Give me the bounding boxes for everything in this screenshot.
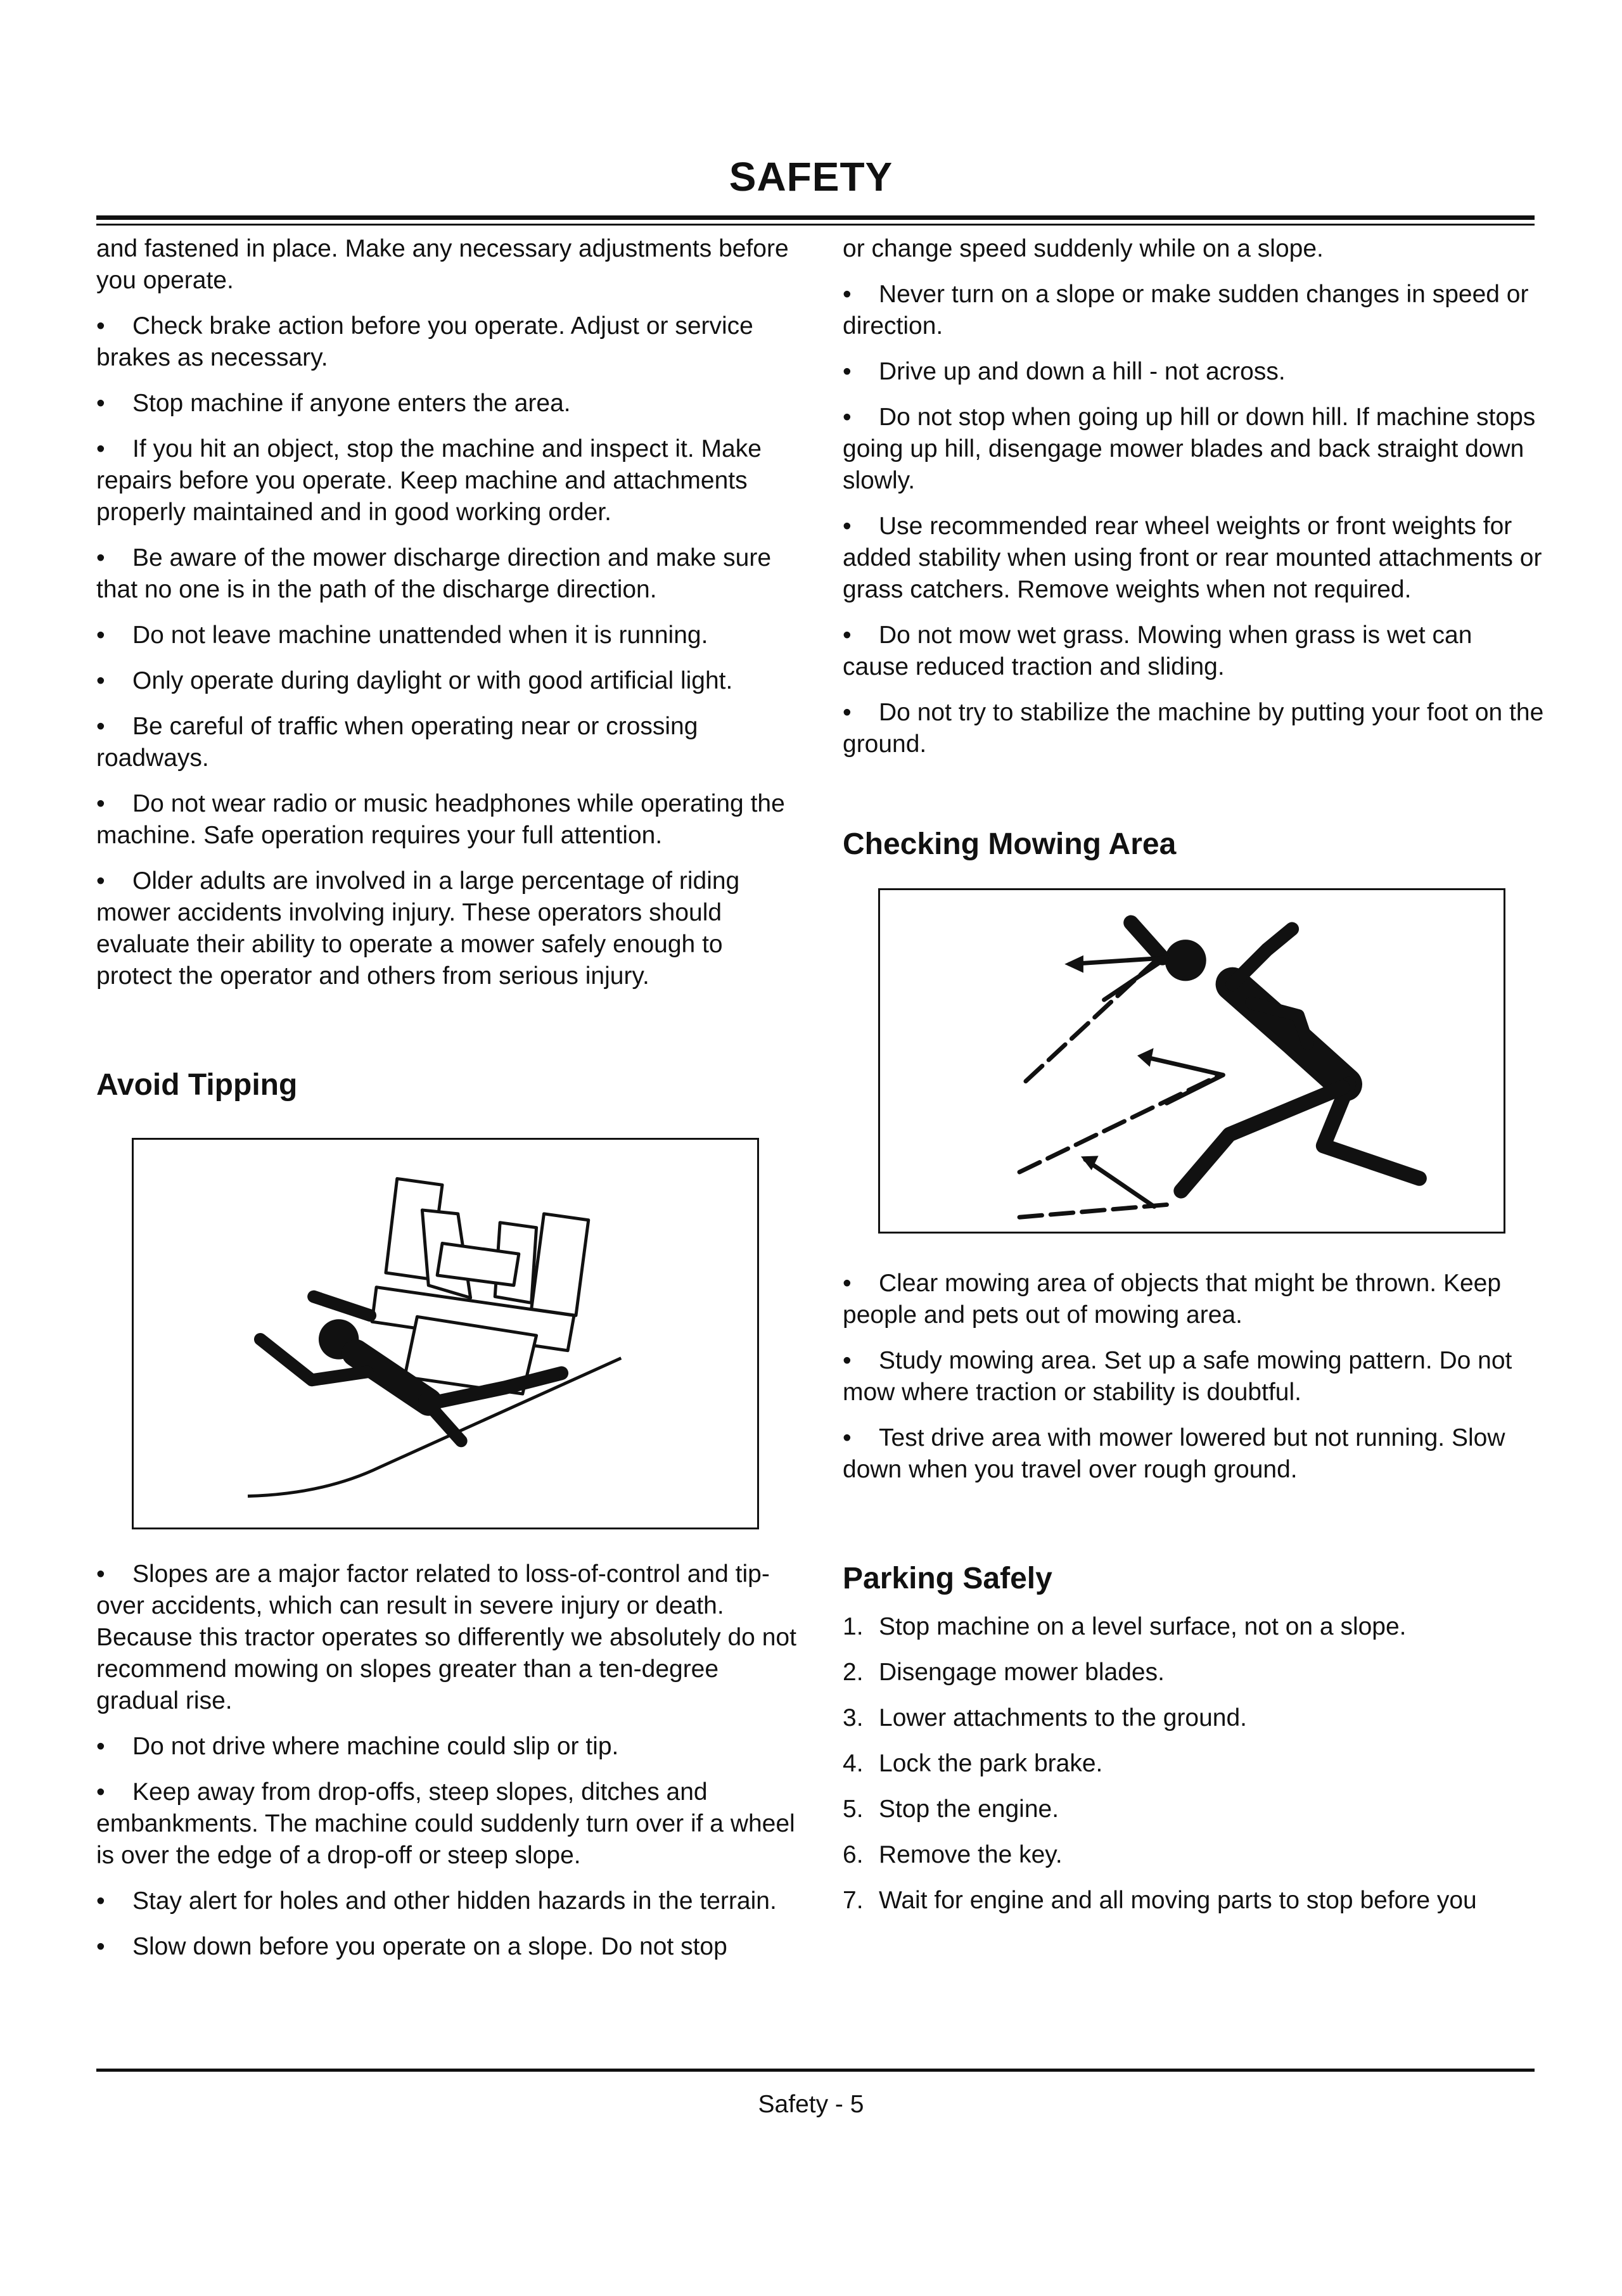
header-rule-thick [96,215,1535,220]
right-column [843,233,1545,1930]
list-item [843,1794,1545,1825]
list-item [843,1748,1545,1780]
bullet-item: • Use recommended rear wheel weights or front weights for added stability when using front or rear mounted attachments or grass catchers. Remove weights when not required. [843,511,1545,606]
bullet-item: • Slopes are a major factor related to loss-of-control and tip-over accidents, which can result in severe injury or death. Because this tractor operates so differently we absolutely do not recommend mowing on slopes greater than a ten-degree gradual rise. [96,1559,798,1717]
step-number: 1. [843,1613,864,1640]
section-heading-avoid-tipping: Avoid Tipping [96,1068,298,1102]
step-text: Disengage mower blades. [879,1659,1165,1686]
bullet-item: • Drive up and down a hill - not across. [843,356,1545,388]
header-rule-thin [96,224,1535,226]
tipping-illustration [132,1138,759,1529]
tipover-icon [134,1140,757,1527]
section-heading-checking-mowing-area: Checking Mowing Area [843,827,1177,861]
footer-rule [96,2069,1535,2072]
bullet-item: • Do not leave machine unattended when it is running. [96,620,798,651]
bullet-item: • Do not stop when going up hill or down hill. If machine stops going up hill, disengage mower blades and back straight down slowly. [843,402,1545,497]
bullet-item: • Do not try to stabilize the machine by putting your foot on the ground. [843,697,1545,760]
step-number: 6. [843,1841,864,1868]
step-text: Remove the key. [879,1841,1063,1868]
bullet-item: • Study mowing area. Set up a safe mowing pattern. Do not mow where traction or stability is doubtful. [843,1345,1545,1408]
bullet-item: • Do not drive where machine could slip or tip. [96,1731,798,1763]
step-number: 7. [843,1887,864,1914]
step-number: 2. [843,1659,864,1686]
bullet-item: • Test drive area with mower lowered but not running. Slow down when you travel over rough ground. [843,1422,1545,1486]
bullet-item: • Be careful of traffic when operating near or crossing roadways. [96,711,798,774]
bullet-item: • Slow down before you operate on a slope. Do not stop [96,1931,798,1963]
bullet-item: • Keep away from drop-offs, steep slopes, ditches and embankments. The machine could suddenly turn over if a wheel is over the edge of a drop-off or steep slope. [96,1776,798,1872]
bullet-item: • Be aware of the mower discharge direction and make sure that no one is in the path of the discharge direction. [96,542,798,606]
bullet-item: • Clear mowing area of objects that might be thrown. Keep people and pets out of mowing area. [843,1268,1545,1331]
paragraph: or change speed suddenly while on a slope. [843,235,1324,262]
thrown-objects-illustration [878,888,1505,1234]
bullet-item: • Only operate during daylight or with good artificial light. [96,665,798,697]
list-item [843,1611,1545,1643]
step-text: Lower attachments to the ground. [879,1704,1248,1732]
step-number: 3. [843,1704,864,1732]
step-number: 5. [843,1795,864,1823]
list-item [843,1657,1545,1688]
step-text: Lock the park brake. [879,1750,1103,1777]
thrown-object-hazard-icon [880,890,1504,1232]
bullet-item: • Do not wear radio or music headphones while operating the machine. Safe operation requires your full attention. [96,788,798,851]
section-heading-parking-safely: Parking Safely [843,1562,1052,1595]
bullet-item: • Check brake action before you operate. Adjust or service brakes as necessary. [96,310,798,374]
step-number: 4. [843,1750,864,1777]
bullet-item: • If you hit an object, stop the machine and inspect it. Make repairs before you operate. Keep machine and attachments properly maintained and in good working order. [96,433,798,528]
bullet-item: • Older adults are involved in a large percentage of riding mower accidents involving injury. These operators should evaluate their ability to operate a mower safely enough to protect the operator and others from serious injury. [96,865,798,992]
paragraph: and fastened in place. Make any necessary adjustments before you operate. [96,235,789,294]
step-text: Stop the engine. [879,1795,1059,1823]
bullet-item: • Never turn on a slope or make sudden changes in speed or direction. [843,279,1545,342]
list-item [843,1885,1545,1917]
step-text: Wait for engine and all moving parts to stop before you [879,1887,1477,1914]
list-item [843,1702,1545,1734]
list-item [843,1839,1545,1871]
left-column [96,233,798,1977]
bullet-item: • Do not mow wet grass. Mowing when grass is wet can cause reduced traction and sliding. [843,620,1545,683]
bullet-item: • Stay alert for holes and other hidden hazards in the terrain. [96,1885,798,1917]
bullet-item: • Stop machine if anyone enters the area. [96,388,798,419]
step-text: Stop machine on a level surface, not on a slope. [879,1613,1407,1640]
page-number: Safety - 5 [758,2091,864,2118]
page-title: SAFETY [729,154,893,200]
